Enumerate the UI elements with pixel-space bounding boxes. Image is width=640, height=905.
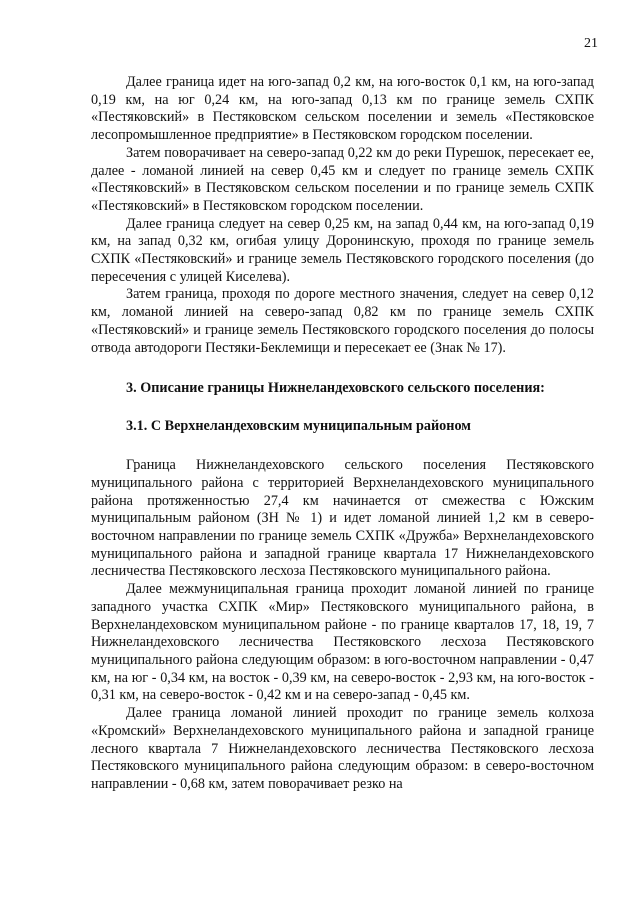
section-heading: 3. Описание границы Нижнеландеховского сельского поселения: xyxy=(126,380,545,397)
paragraph: Граница Нижнеландеховского сельского поселения Пестяковского муниципального района с территорией Верхнеландеховского муниципального района протяженностью 27,4 км начинается от смежества с Южским муниципальным районом (ЗН № 1) и идет ломаной линией 1,2 км в северо-восточном направлении по границе земель СХПК «Дружба» Верхнеландеховского муниципального района и западной границе квартала 17 Нижнеландеховского лесничества Пестяковского лесхоза Пестяковского муниципального района. xyxy=(91,457,594,580)
page-number: 21 xyxy=(584,36,598,51)
paragraph: Затем поворачивает на северо-запад 0,22 км до реки Пурешок, пересекает ее, далее - ломаной линией на север 0,45 км и следует по границе земель СХПК «Пестяковский» в Пестяковском сельском поселении и по границе земель СХПК «Пестяковский» в Пестяковском городском поселении. xyxy=(91,144,594,214)
paragraph: Далее граница ломаной линией проходит по границе земель колхоза «Кромский» Верхнеландеховского муниципального района и западной границе лесного квартала 7 Нижнеландеховского лесничества Пестяковского лесхоза Пестяковского муниципального района следующим образом: в северо-восточном направлении - 0,68 км, затем поворачивает резко на xyxy=(91,705,594,792)
subsection-heading: 3.1. С Верхнеландеховским муниципальным районом xyxy=(126,418,471,435)
document-body xyxy=(91,74,594,794)
paragraph: Далее граница идет на юго-запад 0,2 км, на юго-восток 0,1 км, на юго-запад 0,19 км, на юг 0,24 км, на юго-запад 0,13 км по границе земель СХПК «Пестяковский» в Пестяковском сельском поселении и земель «Пестяковское лесопромышленное предприятие» в Пестяковском городском поселении. xyxy=(91,74,594,144)
paragraph: Далее межмуниципальная граница проходит ломаной линией по границе западного участка СХПК «Мир» Пестяковского муниципального района, в Верхнеландеховском муниципальном районе - по границе кварталов 17, 18, 19, 7 Нижнеландеховского лесничества Пестяковского лесхоза Пестяковского муниципального района следующим образом: в юго-восточном направлении - 0,47 км, на юг - 0,34 км, на восток - 0,39 км, на северо-восток - 2,93 км, на юго-восток - 0,31 км, на северо-восток - 0,42 км и на северо-запад - 0,45 км. xyxy=(91,581,594,704)
paragraph: Затем граница, проходя по дороге местного значения, следует на север 0,12 км, ломаной линией на северо-запад 0,82 км по границе земель СХПК «Пестяковский» и границе земель Пестяковского городского поселения до полосы отвода автодороги Пестяки-Беклемищи и пересекает ее (Знак № 17). xyxy=(91,286,594,356)
paragraph: Далее граница следует на север 0,25 км, на запад 0,44 км, на юго-запад 0,19 км, на запад 0,32 км, огибая улицу Доронинскую, проходя по границе земель СХПК «Пестяковский» и границе земель Пестяковского городского поселения (до пересечения с улицей Киселева). xyxy=(91,215,594,285)
